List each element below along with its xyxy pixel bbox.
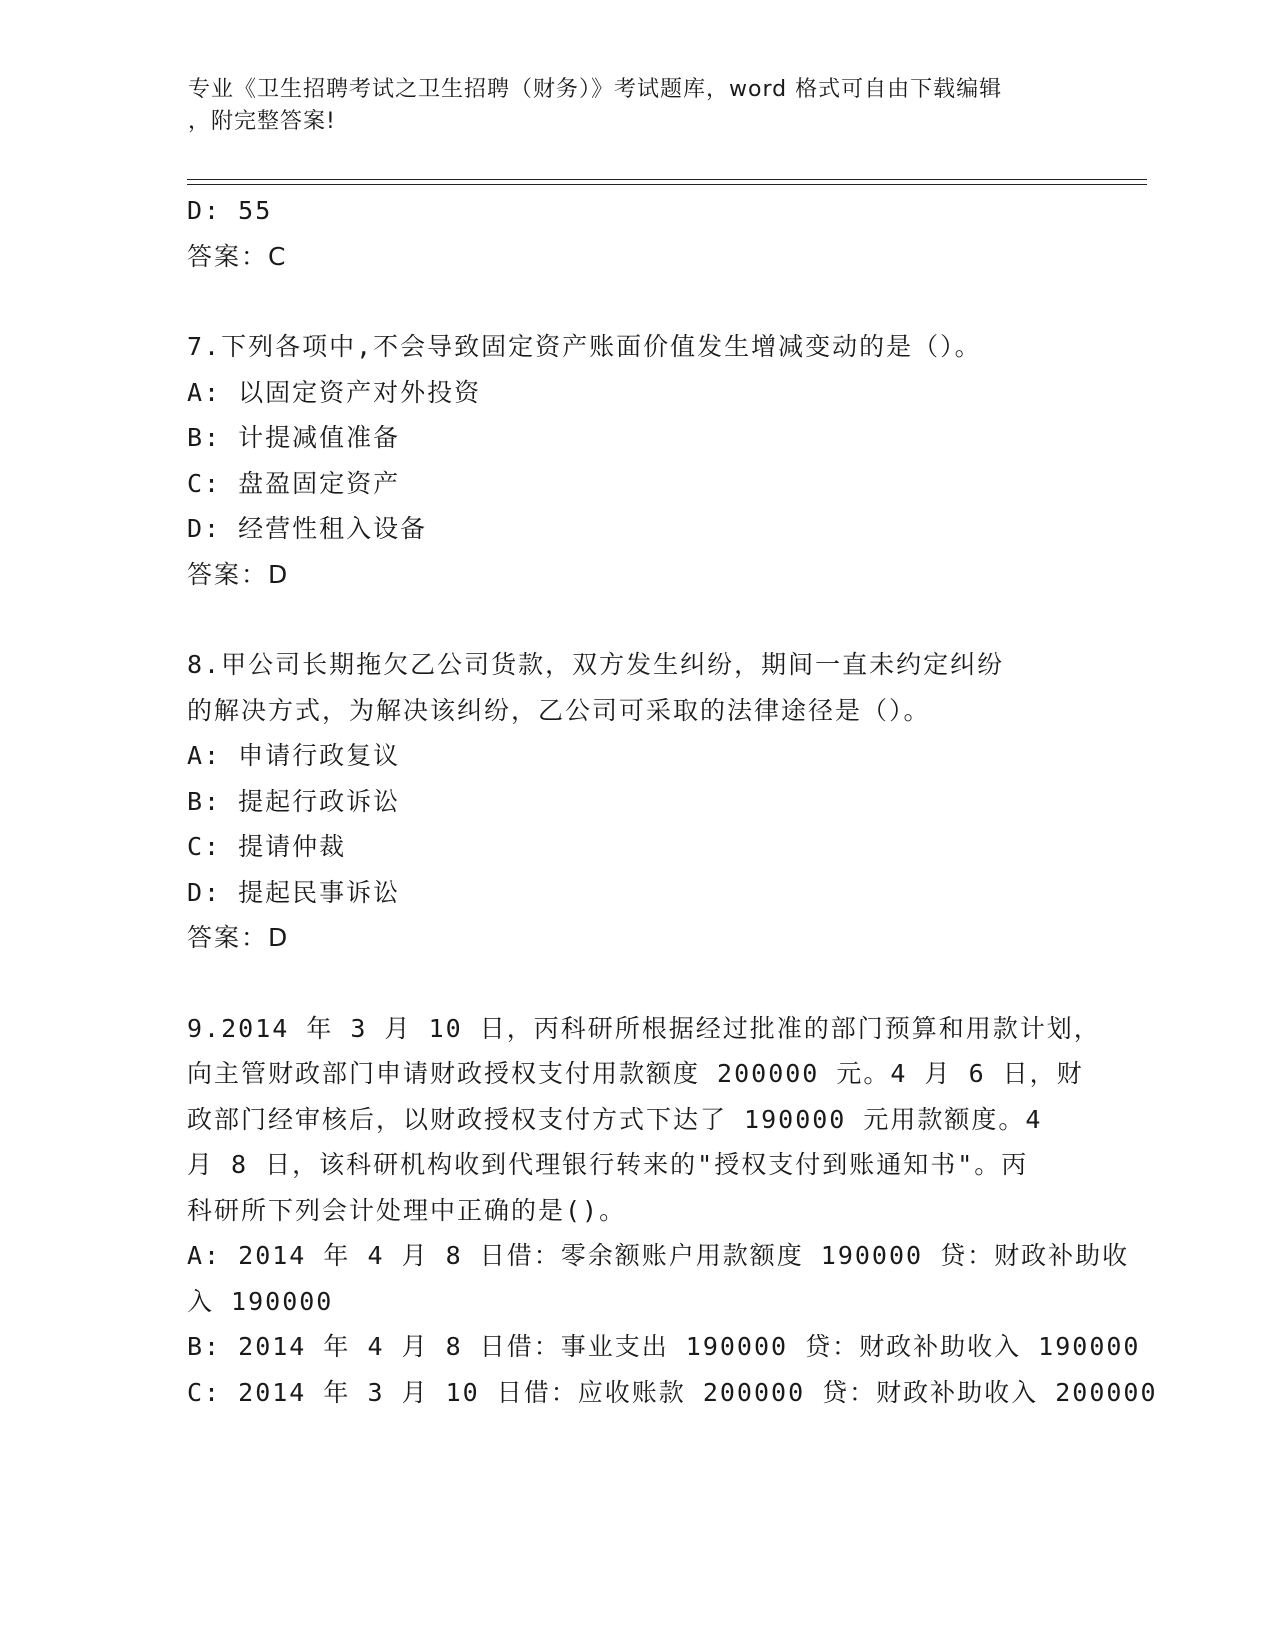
q7-answer: 答案：D [187,559,290,589]
q8-stem-line-2: 的解决方式，为解决该纠纷，乙公司可采取的法律途径是（）。 [187,695,931,725]
q9-stem-line-2: 向主管财政部门申请财政授权支付用款额度 200000 元。4 月 6 日，财 [187,1059,1084,1088]
prev-answer: 答案：C [187,241,288,271]
q9-stem-line-5: 科研所下列会计处理中正确的是()。 [187,1195,627,1225]
header-divider-bottom [187,184,1147,185]
spacer [187,279,1067,324]
q8-option-b: B: 提起行政诉讼 [187,786,401,816]
q9-stem-line-4: 月 8 日，该科研机构收到代理银行转来的"授权支付到账通知书"。丙 [187,1150,1029,1179]
q8-option-c: C: 提请仲裁 [187,832,347,861]
q7-option-d: D: 经营性租入设备 [187,514,428,543]
q8-stem-line-1: 8.甲公司长期拖欠乙公司货款，双方发生纠纷，期间一直未约定纠纷 [187,650,1005,679]
q8-answer: 答案：D [187,923,290,952]
q7-option-b: B: 计提减值准备 [187,423,401,452]
q8-option-d: D: 提起民事诉讼 [187,877,401,907]
q9-stem-line-1: 9.2014 年 3 月 10 日，丙科研所根据经过批准的部门预算和用款计划， [187,1013,1101,1043]
question-content [187,188,1158,1415]
document-header [188,74,1088,138]
q9-option-a-line-1: A: 2014 年 4 月 8 日借：零余额账户用款额度 190000 贷：财政补助收 [187,1241,1130,1270]
q7-stem: 7.下列各项中,不会导致固定资产账面价值发生增减变动的是（）。 [187,332,982,361]
header-title-line-2: ，附完整答案! [188,109,336,134]
q7-option-c: C: 盘盈固定资产 [187,468,401,498]
spacer [187,597,1067,642]
q9-option-c: C: 2014 年 3 月 10 日借：应收账款 200000 贷：财政补助收入 200000 [187,1377,1158,1407]
q9-option-a-line-2: 入 190000 [187,1286,334,1316]
spacer [187,961,1067,1006]
header-divider-top [187,179,1147,180]
prev-option-d: D: 55 [187,196,273,225]
q9-stem-line-3: 政部门经审核后，以财政授权支付方式下达了 190000 元用款额度。4 [187,1104,1043,1134]
q9-option-b: B: 2014 年 4 月 8 日借：事业支出 190000 贷：财政补助收入 190000 [187,1332,1141,1361]
q7-option-a: A: 以固定资产对外投资 [187,377,482,407]
header-title-line-1: 专业《卫生招聘考试之卫生招聘（财务）》考试题库，word 格式可自由下载编辑 [188,77,1003,102]
q8-option-a: A: 申请行政复议 [187,741,401,770]
